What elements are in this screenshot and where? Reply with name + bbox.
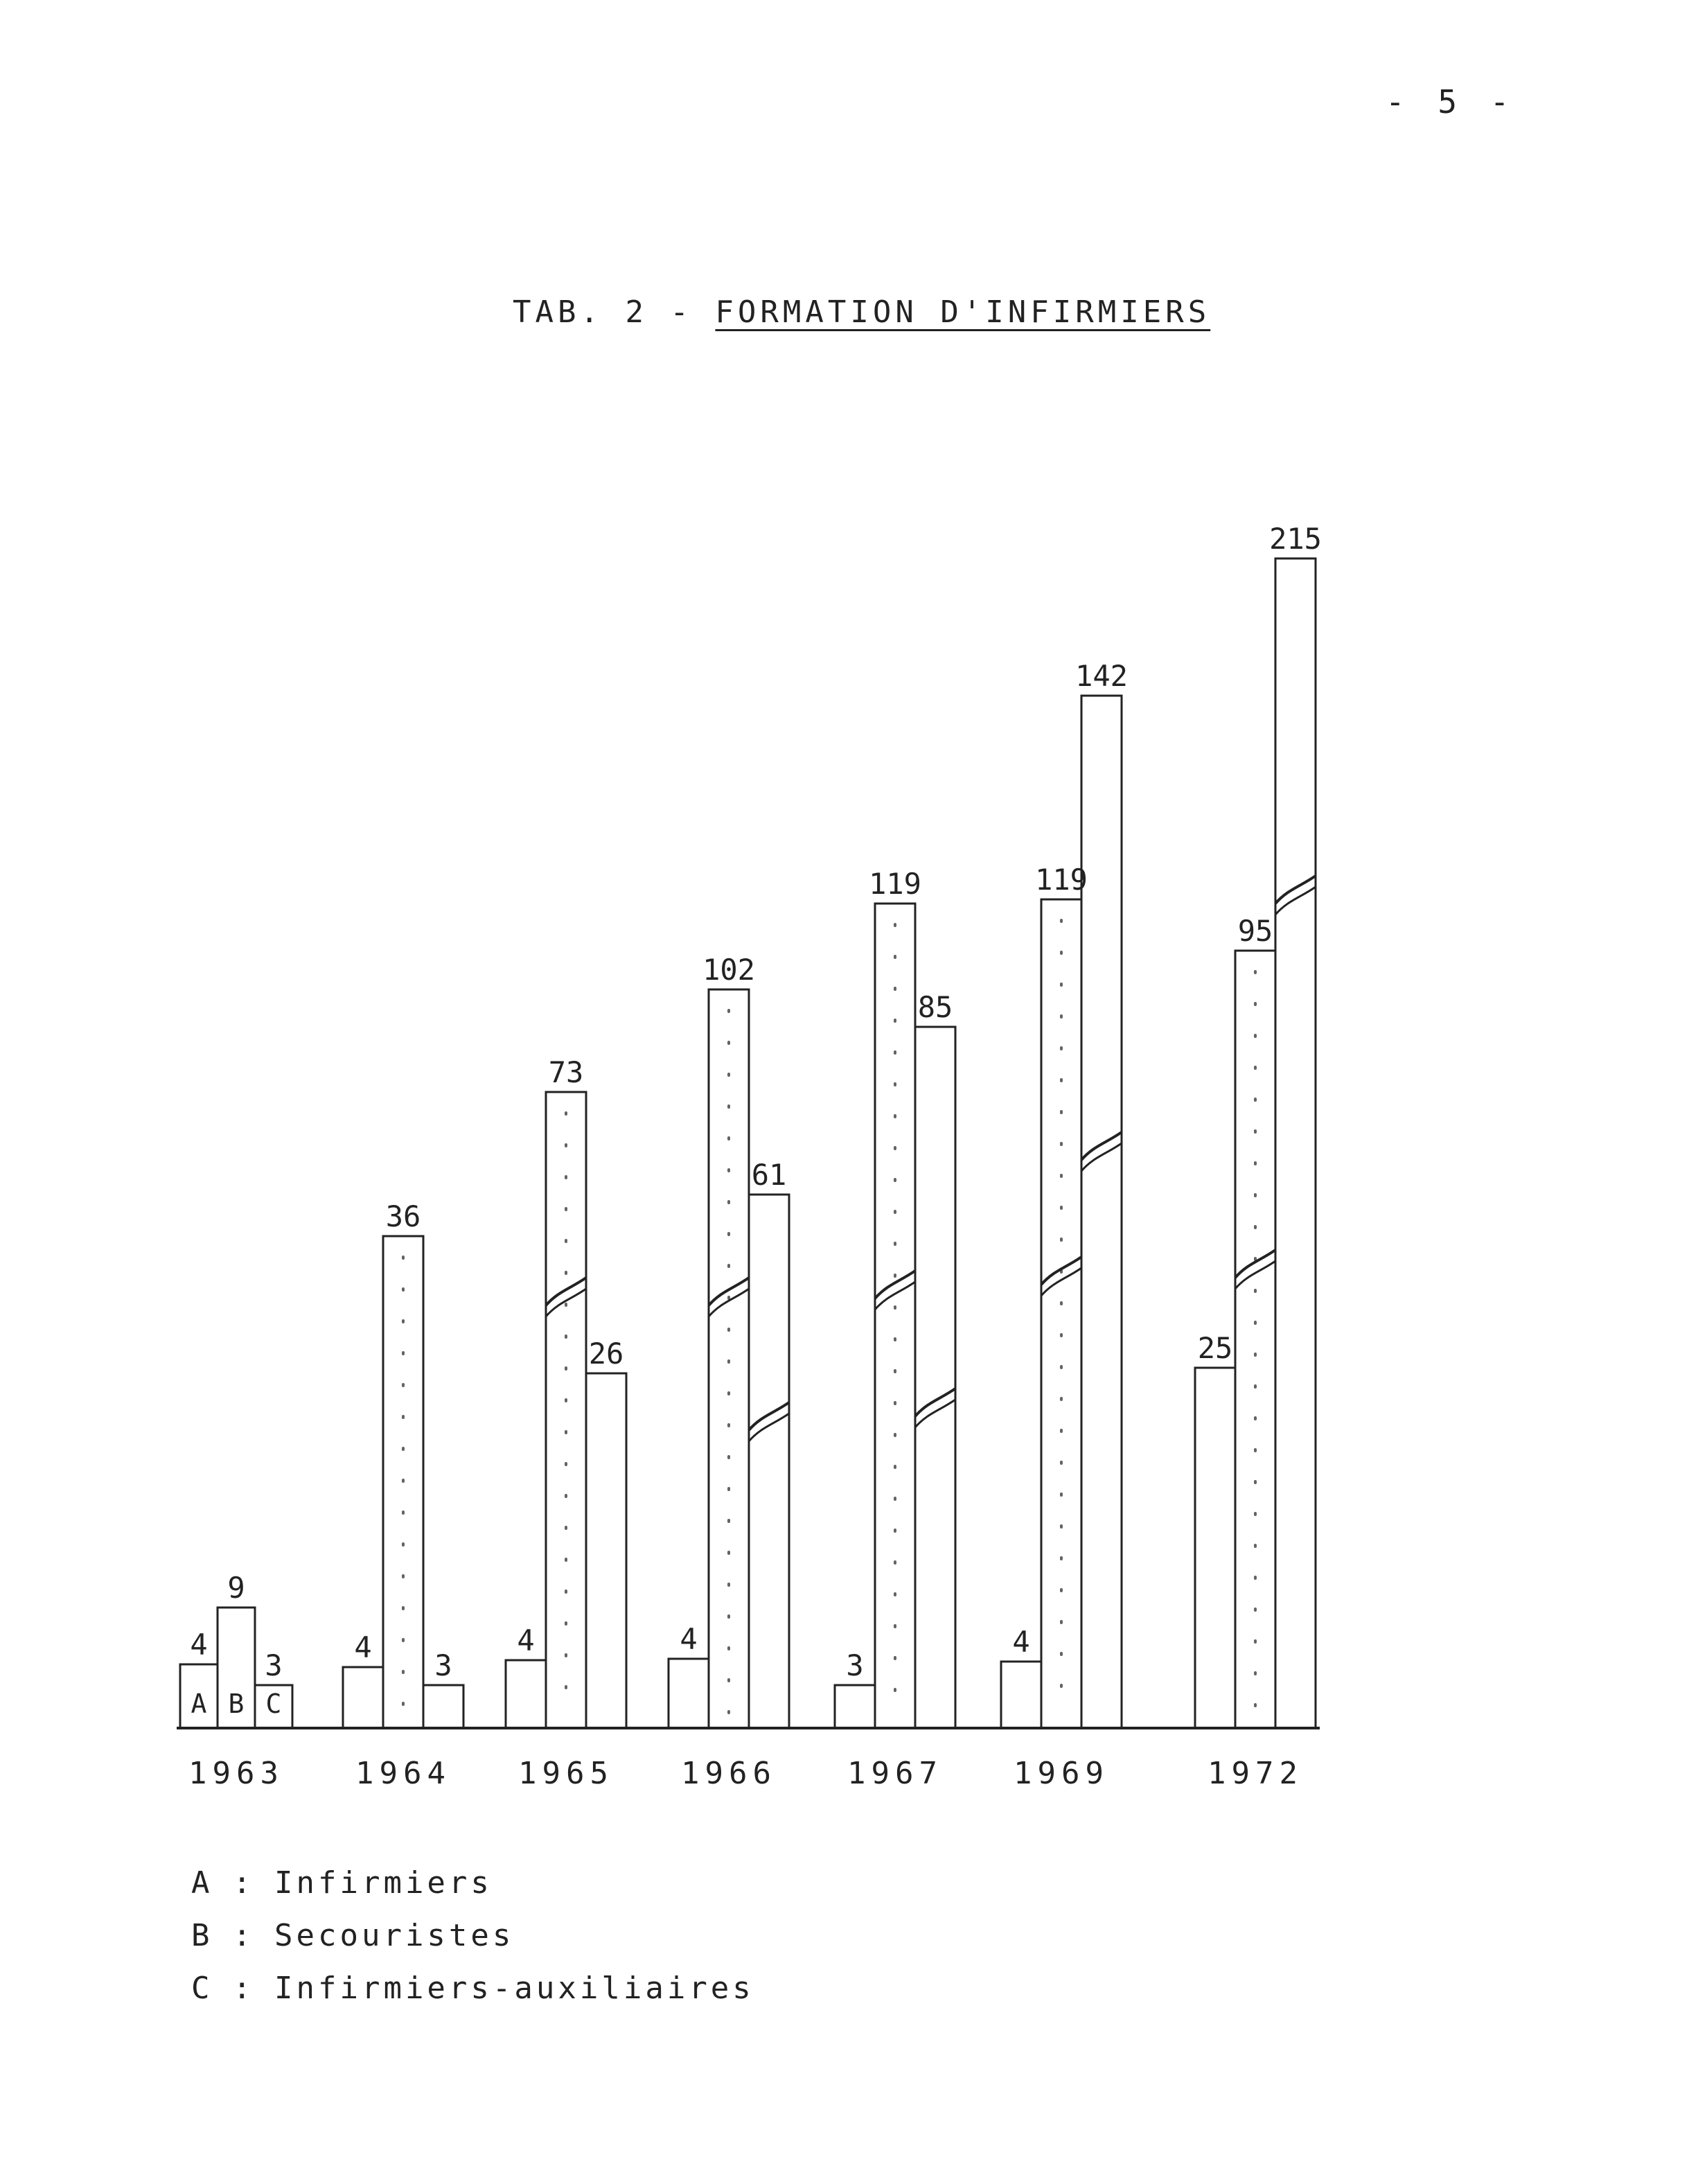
bar-outline — [506, 1660, 546, 1728]
bars-layer — [180, 558, 1316, 1728]
bar-value-label: 142 — [1075, 659, 1128, 693]
legend-sep: : — [233, 1865, 255, 1901]
bar-outline — [586, 1373, 626, 1728]
bar-1966-A — [669, 1659, 709, 1728]
bar-1967-A — [835, 1685, 875, 1728]
legend-label: Secouristes — [274, 1918, 515, 1953]
bar-outline — [749, 1195, 789, 1728]
legend-item-b — [191, 1910, 754, 1962]
bar-outline — [1275, 558, 1316, 1728]
bar-1969-A — [1001, 1662, 1041, 1728]
bar-outline — [423, 1685, 463, 1728]
bar-outline — [1195, 1368, 1235, 1728]
x-tick-label: 1963 — [188, 1756, 284, 1791]
bar-outline — [1041, 899, 1081, 1728]
legend-item-c — [191, 1962, 754, 2015]
bar-value-label: 3 — [434, 1648, 452, 1682]
x-tick-label: 1966 — [681, 1756, 777, 1791]
legend-key: C — [191, 1971, 213, 2006]
axis-break-mark — [709, 1289, 749, 1316]
axis-break-mark — [1081, 1143, 1122, 1171]
bar-1967-B — [875, 904, 915, 1728]
bar-letter-B: B — [228, 1689, 245, 1719]
bar-1964-C — [423, 1685, 463, 1728]
bar-value-label: 36 — [385, 1199, 421, 1233]
bar-outline — [546, 1092, 586, 1728]
bar-outline — [875, 904, 915, 1728]
x-tick-label: 1965 — [518, 1756, 614, 1791]
bar-outline — [1001, 1662, 1041, 1728]
bar-value-label: 215 — [1269, 522, 1322, 556]
bar-value-label: 9 — [227, 1571, 245, 1605]
x-tick-label: 1969 — [1014, 1756, 1109, 1791]
x-tick-label: 1964 — [355, 1756, 451, 1791]
x-tick-labels — [188, 1756, 1303, 1791]
bar-value-label: 102 — [702, 953, 755, 987]
axis-break-mark — [749, 1414, 789, 1441]
x-tick-label: 1967 — [847, 1756, 943, 1791]
legend — [191, 1857, 754, 2015]
bar-value-label: 25 — [1197, 1331, 1233, 1365]
bar-1966-B — [709, 989, 749, 1728]
bar-1972-C — [1275, 558, 1316, 1728]
bar-1964-B — [383, 1236, 423, 1728]
bar-outline — [343, 1667, 383, 1728]
bar-1965-B — [546, 1092, 586, 1728]
bar-value-label: 119 — [869, 867, 921, 901]
title-main: FORMATION D'INFIRMIERS — [715, 294, 1211, 330]
bar-letter-C: C — [265, 1689, 282, 1719]
bar-1964-A — [343, 1667, 383, 1728]
bar-outline — [669, 1659, 709, 1728]
bar-letter-A: A — [191, 1689, 207, 1719]
bar-value-label: 4 — [517, 1623, 535, 1657]
bar-1965-A — [506, 1660, 546, 1728]
legend-label: Infirmiers-auxiliaires — [274, 1971, 754, 2006]
legend-sep: : — [233, 1918, 255, 1953]
legend-label: Infirmiers — [274, 1865, 493, 1901]
bar-outline — [1081, 696, 1122, 1728]
bar-outline — [835, 1685, 875, 1728]
bar-value-label: 4 — [1012, 1625, 1030, 1659]
bar-value-label: 3 — [265, 1648, 283, 1682]
bar-1969-C — [1081, 696, 1122, 1728]
bar-value-label: 4 — [680, 1622, 698, 1656]
axis-break-mark — [915, 1400, 955, 1427]
bar-value-label: 73 — [548, 1055, 584, 1089]
x-tick-label: 1972 — [1208, 1756, 1303, 1791]
legend-sep: : — [233, 1971, 255, 2006]
legend-key: B — [191, 1918, 213, 1953]
bar-value-label: 4 — [190, 1628, 208, 1662]
bar-1965-C — [586, 1373, 626, 1728]
bar-value-label: 85 — [917, 990, 953, 1024]
bar-value-label: 119 — [1035, 863, 1088, 897]
labels-layer — [190, 522, 1322, 1719]
axis-break-mark — [1275, 887, 1316, 915]
bar-value-label: 61 — [751, 1158, 787, 1192]
bar-1967-C — [915, 1027, 955, 1728]
axis-break-mark — [1235, 1261, 1275, 1289]
bar-value-label: 95 — [1237, 914, 1273, 948]
bar-1972-B — [1235, 951, 1275, 1728]
legend-key: A — [191, 1865, 213, 1901]
page-number: - 5 - — [1386, 83, 1516, 121]
bar-1966-C — [749, 1195, 789, 1728]
title-prefix: TAB. 2 - — [513, 294, 716, 330]
bar-value-label: 3 — [846, 1648, 864, 1682]
bar-value-label: 4 — [354, 1630, 372, 1664]
bar-1969-B — [1041, 899, 1081, 1728]
bar-1972-A — [1195, 1368, 1235, 1728]
bar-value-label: 26 — [588, 1337, 624, 1371]
legend-item-a — [191, 1857, 754, 1910]
bar-outline — [915, 1027, 955, 1728]
